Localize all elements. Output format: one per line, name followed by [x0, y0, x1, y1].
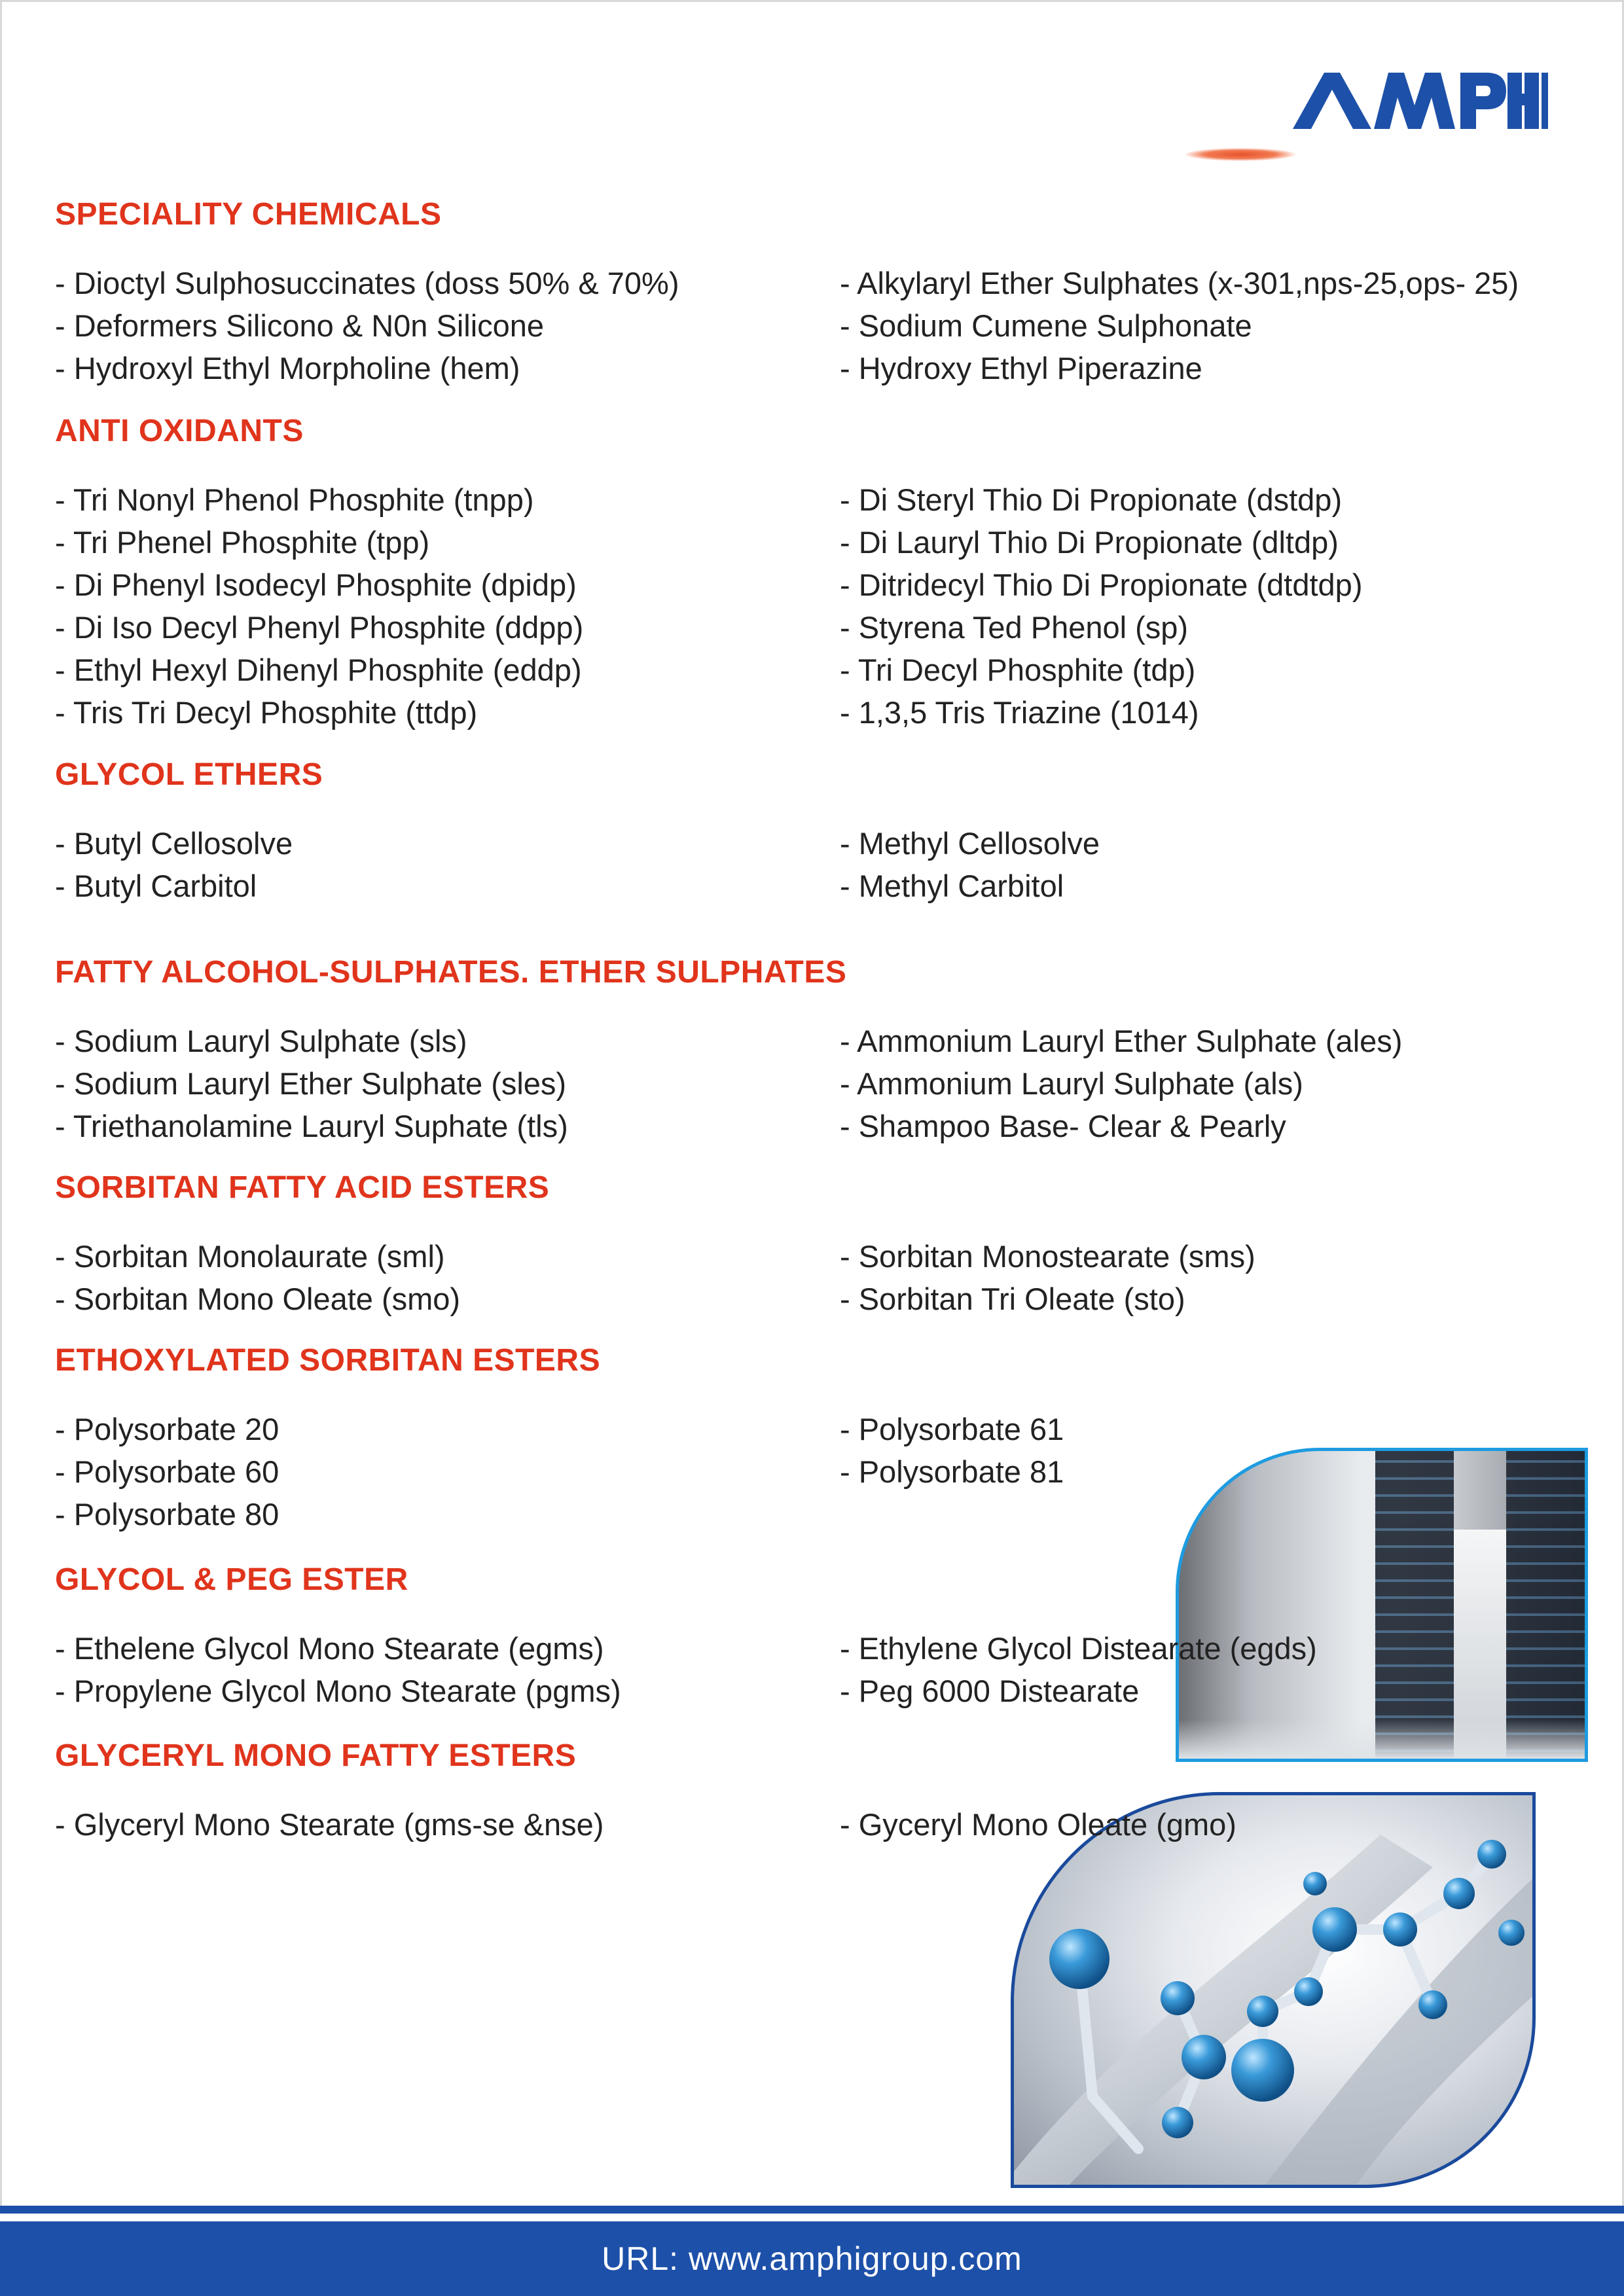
section-glycol-peg-ester — [55, 1562, 1580, 1708]
product-item: - Ethylene Glycol Distearate (egds) — [840, 1631, 1317, 1666]
product-item: - Sorbitan Monostearate (sms) — [840, 1239, 1255, 1274]
product-item: - Shampoo Base- Clear & Pearly — [840, 1109, 1286, 1143]
section-title: ETHOXYLATED SORBITAN ESTERS — [55, 1343, 601, 1378]
section-anti-oxidants — [55, 413, 1580, 730]
product-item: - Gyceryl Mono Oleate (gmo) — [840, 1807, 1236, 1842]
molecule-graphic — [1014, 1795, 1532, 2185]
right-column — [840, 262, 1519, 389]
left-column — [55, 1803, 604, 1846]
section-title: GLYCERYL MONO FATTY ESTERS — [55, 1738, 577, 1773]
section-speciality-chemicals — [55, 196, 1580, 386]
product-item: - Glyceryl Mono Stearate (gms-se &nse) — [55, 1807, 604, 1842]
right-column — [840, 1235, 1255, 1320]
section-title: SORBITAN FATTY ACID ESTERS — [55, 1170, 550, 1205]
left-column — [55, 1627, 621, 1712]
product-item: - Alkylaryl Ether Sulphates (x-301,nps-25,ops- 25) — [840, 266, 1519, 300]
molecule-illustration — [1011, 1792, 1536, 2188]
footer-bar — [0, 2221, 1624, 2296]
right-column — [840, 478, 1362, 734]
product-item: - Styrena Ted Phenol (sp) — [840, 610, 1189, 645]
product-item: - Sorbitan Tri Oleate (sto) — [840, 1282, 1185, 1316]
logo-wordmark-graphic — [1293, 69, 1548, 134]
product-item: - Ditridecyl Thio Di Propionate (dtdtdp) — [840, 567, 1363, 602]
section-fatty-alcohol-sulphates — [55, 954, 1580, 1143]
product-item: - Sorbitan Mono Oleate (smo) — [55, 1282, 461, 1316]
page-border-left — [0, 0, 2, 2206]
section-title: GLYCOL & PEG ESTER — [55, 1562, 408, 1597]
product-item: - Tris Tri Decyl Phosphite (ttdp) — [55, 695, 478, 730]
product-item: - Deformers Silicono & N0n Silicone — [55, 308, 545, 343]
section-glyceryl-mono-fatty-esters — [55, 1738, 1580, 1842]
product-item: - Hydroxy Ethyl Piperazine — [840, 351, 1202, 386]
product-item: - Methyl Cellosolve — [840, 826, 1100, 861]
product-item: - Sodium Lauryl Ether Sulphate (sles) — [55, 1066, 567, 1101]
product-item: - Polysorbate 20 — [55, 1412, 280, 1446]
product-item: - Ammonium Lauryl Sulphate (als) — [840, 1066, 1303, 1101]
left-column — [55, 1235, 460, 1320]
section-sorbitan-fatty-acid-esters — [55, 1170, 1580, 1316]
product-item: - Ammonium Lauryl Ether Sulphate (ales) — [840, 1024, 1403, 1058]
product-item: - Tri Nonyl Phenol Phosphite (tnpp) — [55, 482, 534, 517]
company-logo — [1293, 69, 1548, 134]
product-item: - Di Iso Decyl Phenyl Phosphite (ddpp) — [55, 610, 584, 645]
logo-swoosh — [1185, 148, 1296, 161]
product-item: - Polysorbate 61 — [840, 1412, 1064, 1446]
right-column — [840, 1627, 1317, 1712]
product-item: - Triethanolamine Lauryl Suphate (tls) — [55, 1109, 568, 1143]
product-item: - Polysorbate 60 — [55, 1454, 280, 1489]
product-item: - Methyl Carbitol — [840, 869, 1064, 903]
section-title: SPECIALITY CHEMICALS — [55, 197, 442, 232]
section-title: ANTI OXIDANTS — [55, 414, 304, 448]
left-column — [55, 1408, 279, 1535]
right-column — [840, 1020, 1402, 1147]
product-item: - Butyl Cellosolve — [55, 826, 293, 861]
product-item: - Di Lauryl Thio Di Propionate (dltdp) — [840, 525, 1339, 560]
section-title: GLYCOL ETHERS — [55, 757, 323, 792]
footer-url[interactable]: URL: www.amphigroup.com — [602, 2240, 1022, 2277]
right-column — [840, 1408, 1064, 1493]
right-column — [840, 822, 1100, 907]
section-title: FATTY ALCOHOL-SULPHATES. ETHER SULPHATES — [55, 955, 847, 990]
left-column — [55, 478, 583, 734]
product-item: - Dioctyl Sulphosuccinates (doss 50% & 70%) — [55, 266, 679, 300]
product-item: - Peg 6000 Distearate — [840, 1674, 1140, 1708]
product-item: - Tri Phenel Phosphite (tpp) — [55, 525, 430, 560]
left-column — [55, 262, 679, 389]
left-column — [55, 822, 293, 907]
left-column — [55, 1020, 568, 1147]
product-item: - Sodium Cumene Sulphonate — [840, 308, 1252, 343]
product-item: - Polysorbate 81 — [840, 1454, 1064, 1489]
product-item: - 1,3,5 Tris Triazine (1014) — [840, 695, 1199, 730]
section-ethoxylated-sorbitan-esters — [55, 1342, 1580, 1532]
product-item: - Di Steryl Thio Di Propionate (dstdp) — [840, 482, 1343, 517]
product-item: - Tri Decyl Phosphite (tdp) — [840, 653, 1196, 687]
product-item: - Hydroxyl Ethyl Morpholine (hem) — [55, 351, 520, 386]
page-border-top — [0, 0, 1624, 2]
product-item: - Propylene Glycol Mono Stearate (pgms) — [55, 1674, 621, 1708]
product-item: - Di Phenyl Isodecyl Phosphite (dpidp) — [55, 567, 577, 602]
product-item: - Butyl Carbitol — [55, 869, 257, 903]
product-item: - Sorbitan Monolaurate (sml) — [55, 1239, 445, 1274]
product-item: - Ethyl Hexyl Dihenyl Phosphite (eddp) — [55, 653, 582, 687]
product-item: - Sodium Lauryl Sulphate (sls) — [55, 1024, 467, 1058]
right-column — [840, 1803, 1236, 1846]
product-item: - Polysorbate 80 — [55, 1497, 280, 1532]
product-item: - Ethelene Glycol Mono Stearate (egms) — [55, 1631, 604, 1666]
footer-divider — [0, 2206, 1624, 2214]
section-glycol-ethers — [55, 757, 1580, 903]
